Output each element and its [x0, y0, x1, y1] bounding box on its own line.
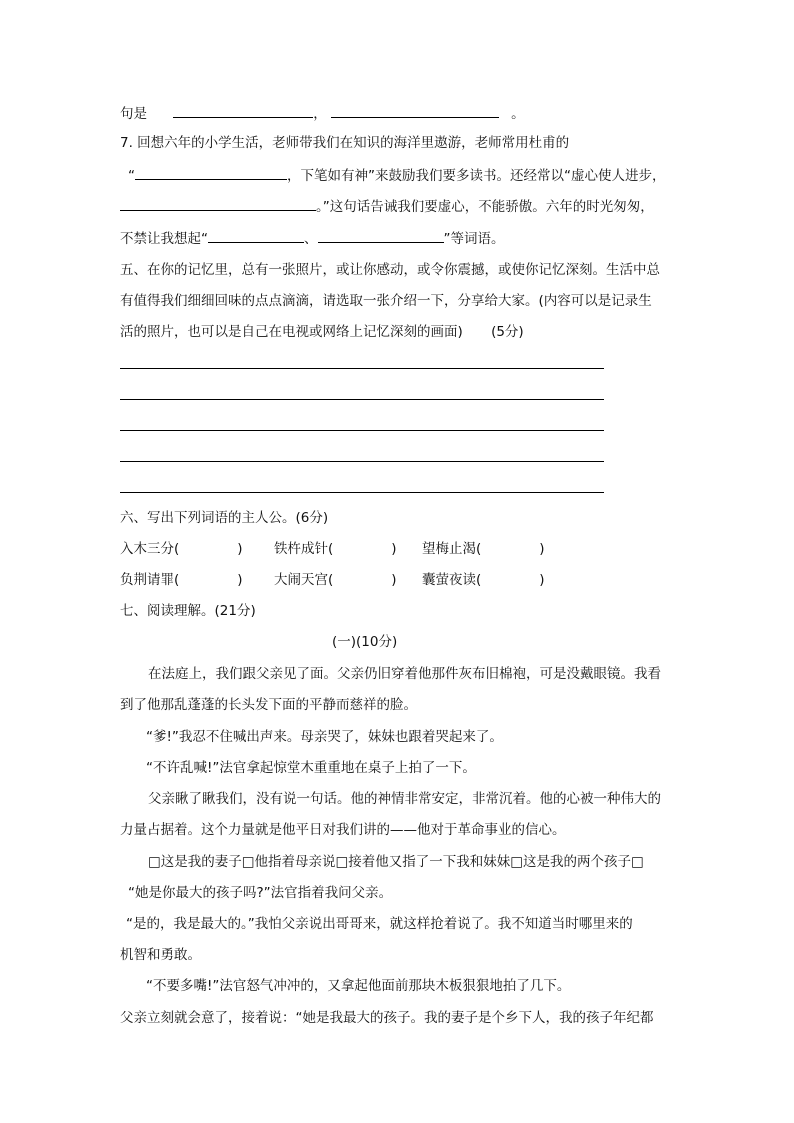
section5-line-3-text: 活的照片，也可以是自己在电视或网络上记忆深刻的画面)	[120, 324, 463, 340]
q7-line-3-text: 。”这句话告诫我们要虚心，不能骄傲。六年的时光匆匆，	[316, 199, 654, 215]
idiom-item	[422, 540, 545, 558]
answer-blank[interactable]	[208, 228, 304, 243]
passage-line: 力量占据着。这个力量就是他平日对我们讲的——他对于革命事业的信心。	[120, 822, 566, 838]
section7-title: 七、阅读理解。(21分)	[120, 603, 256, 619]
passage-line: 到了他那乱蓬蓬的长头发下面的平静而慈祥的脸。	[120, 697, 417, 713]
q7-line-1: 7. 回想六年的小学生活，老师带我们在知识的海洋里遨游，老师常用杜甫的	[120, 135, 570, 151]
line1-end: 。	[511, 106, 525, 122]
idiom-close: )	[539, 541, 545, 557]
answer-blank[interactable]	[331, 103, 499, 118]
q7-line-4-end: ”等词语。	[443, 231, 505, 247]
passage-line: “不要多嘴!”法官怒气冲冲的，又拿起他面前那块木板狠狠地拍了几下。	[146, 978, 571, 994]
q7-line-2-text: ，下笔如有神”来鼓励我们要多读书。还经常以“虚心使人进步，	[287, 168, 666, 184]
q7-line-4-sep: 、	[304, 231, 318, 247]
section6-title: 六、写出下列词语的主人公。(6分)	[120, 510, 329, 526]
idiom-word: 大闹天宫(	[274, 572, 334, 588]
passage-line: “爹!”我忍不住喊出声来。母亲哭了，妹妹也跟着哭起来了。	[146, 729, 503, 745]
passage-line: “是的，我是最大的。”我怕父亲说出哥哥来，就这样抢着说了。我不知道当时哪里来的	[126, 916, 633, 932]
line1-separator: ，	[313, 106, 327, 122]
idiom-word: 囊萤夜读(	[422, 572, 482, 588]
idiom-close: )	[539, 572, 545, 588]
passage-line: 在法庭上，我们跟父亲见了面。父亲仍旧穿着他那件灰布旧棉袍，可是没戴眼镜。我看	[148, 666, 661, 682]
idiom-word: 负荆请罪(	[120, 572, 180, 588]
idiom-close: )	[237, 572, 243, 588]
section5-line-2: 有值得我们细细回味的点点滴滴，请选取一张介绍一下，分享给大家。(内容可以是记录生	[120, 293, 652, 309]
writing-line[interactable]	[120, 492, 604, 493]
section5-score: (5分)	[491, 324, 524, 340]
idiom-item	[120, 540, 243, 558]
idiom-item	[120, 571, 243, 589]
q7-line-3	[120, 196, 654, 216]
section5-line-1: 五、在你的记忆里，总有一张照片，或让你感动，或令你震撼，或使你记忆深刻。生活中总	[120, 262, 660, 278]
idiom-close: )	[237, 541, 243, 557]
answer-blank[interactable]	[318, 228, 444, 243]
q7-line-4-start: 不禁让我想起“	[120, 231, 208, 247]
idiom-item	[274, 571, 397, 589]
answer-blank[interactable]	[173, 103, 313, 118]
open-quote: “	[128, 168, 135, 184]
line1-prefix: 句是	[120, 106, 147, 122]
idiom-item	[274, 540, 397, 558]
answer-blank[interactable]	[120, 196, 316, 211]
question-line-1	[120, 103, 525, 123]
idiom-close: )	[391, 541, 397, 557]
passage-subtitle: (一)(10分)	[332, 634, 398, 650]
idiom-item	[422, 571, 545, 589]
writing-line[interactable]	[120, 430, 604, 431]
q7-line-2	[128, 165, 666, 185]
punctuation-exercise: □这是我的妻子□他指着母亲说□接着他又指了一下我和妹妹□这是我的两个孩子□	[148, 854, 644, 870]
passage-line: “她是你最大的孩子吗?”法官指着我问父亲。	[128, 885, 393, 901]
idiom-word: 铁杵成针(	[274, 541, 334, 557]
idiom-word: 入木三分(	[120, 541, 180, 557]
passage-line: 机智和勇敢。	[120, 947, 201, 963]
passage-line: “不许乱喊!”法官拿起惊堂木重重地在桌子上拍了一下。	[146, 760, 476, 776]
answer-blank[interactable]	[135, 165, 287, 180]
section5-line-3	[120, 323, 524, 341]
writing-line[interactable]	[120, 461, 604, 462]
writing-line[interactable]	[120, 368, 604, 369]
idiom-close: )	[391, 572, 397, 588]
passage-line: 父亲立刻就会意了，接着说：“她是我最大的孩子。我的妻子是个乡下人，我的孩子年纪都	[120, 1010, 654, 1026]
writing-line[interactable]	[120, 399, 604, 400]
q7-line-4	[120, 228, 505, 248]
passage-line: 父亲瞅了瞅我们，没有说一句话。他的神情非常安定，非常沉着。他的心被一种伟大的	[148, 791, 661, 807]
idiom-word: 望梅止渴(	[422, 541, 482, 557]
